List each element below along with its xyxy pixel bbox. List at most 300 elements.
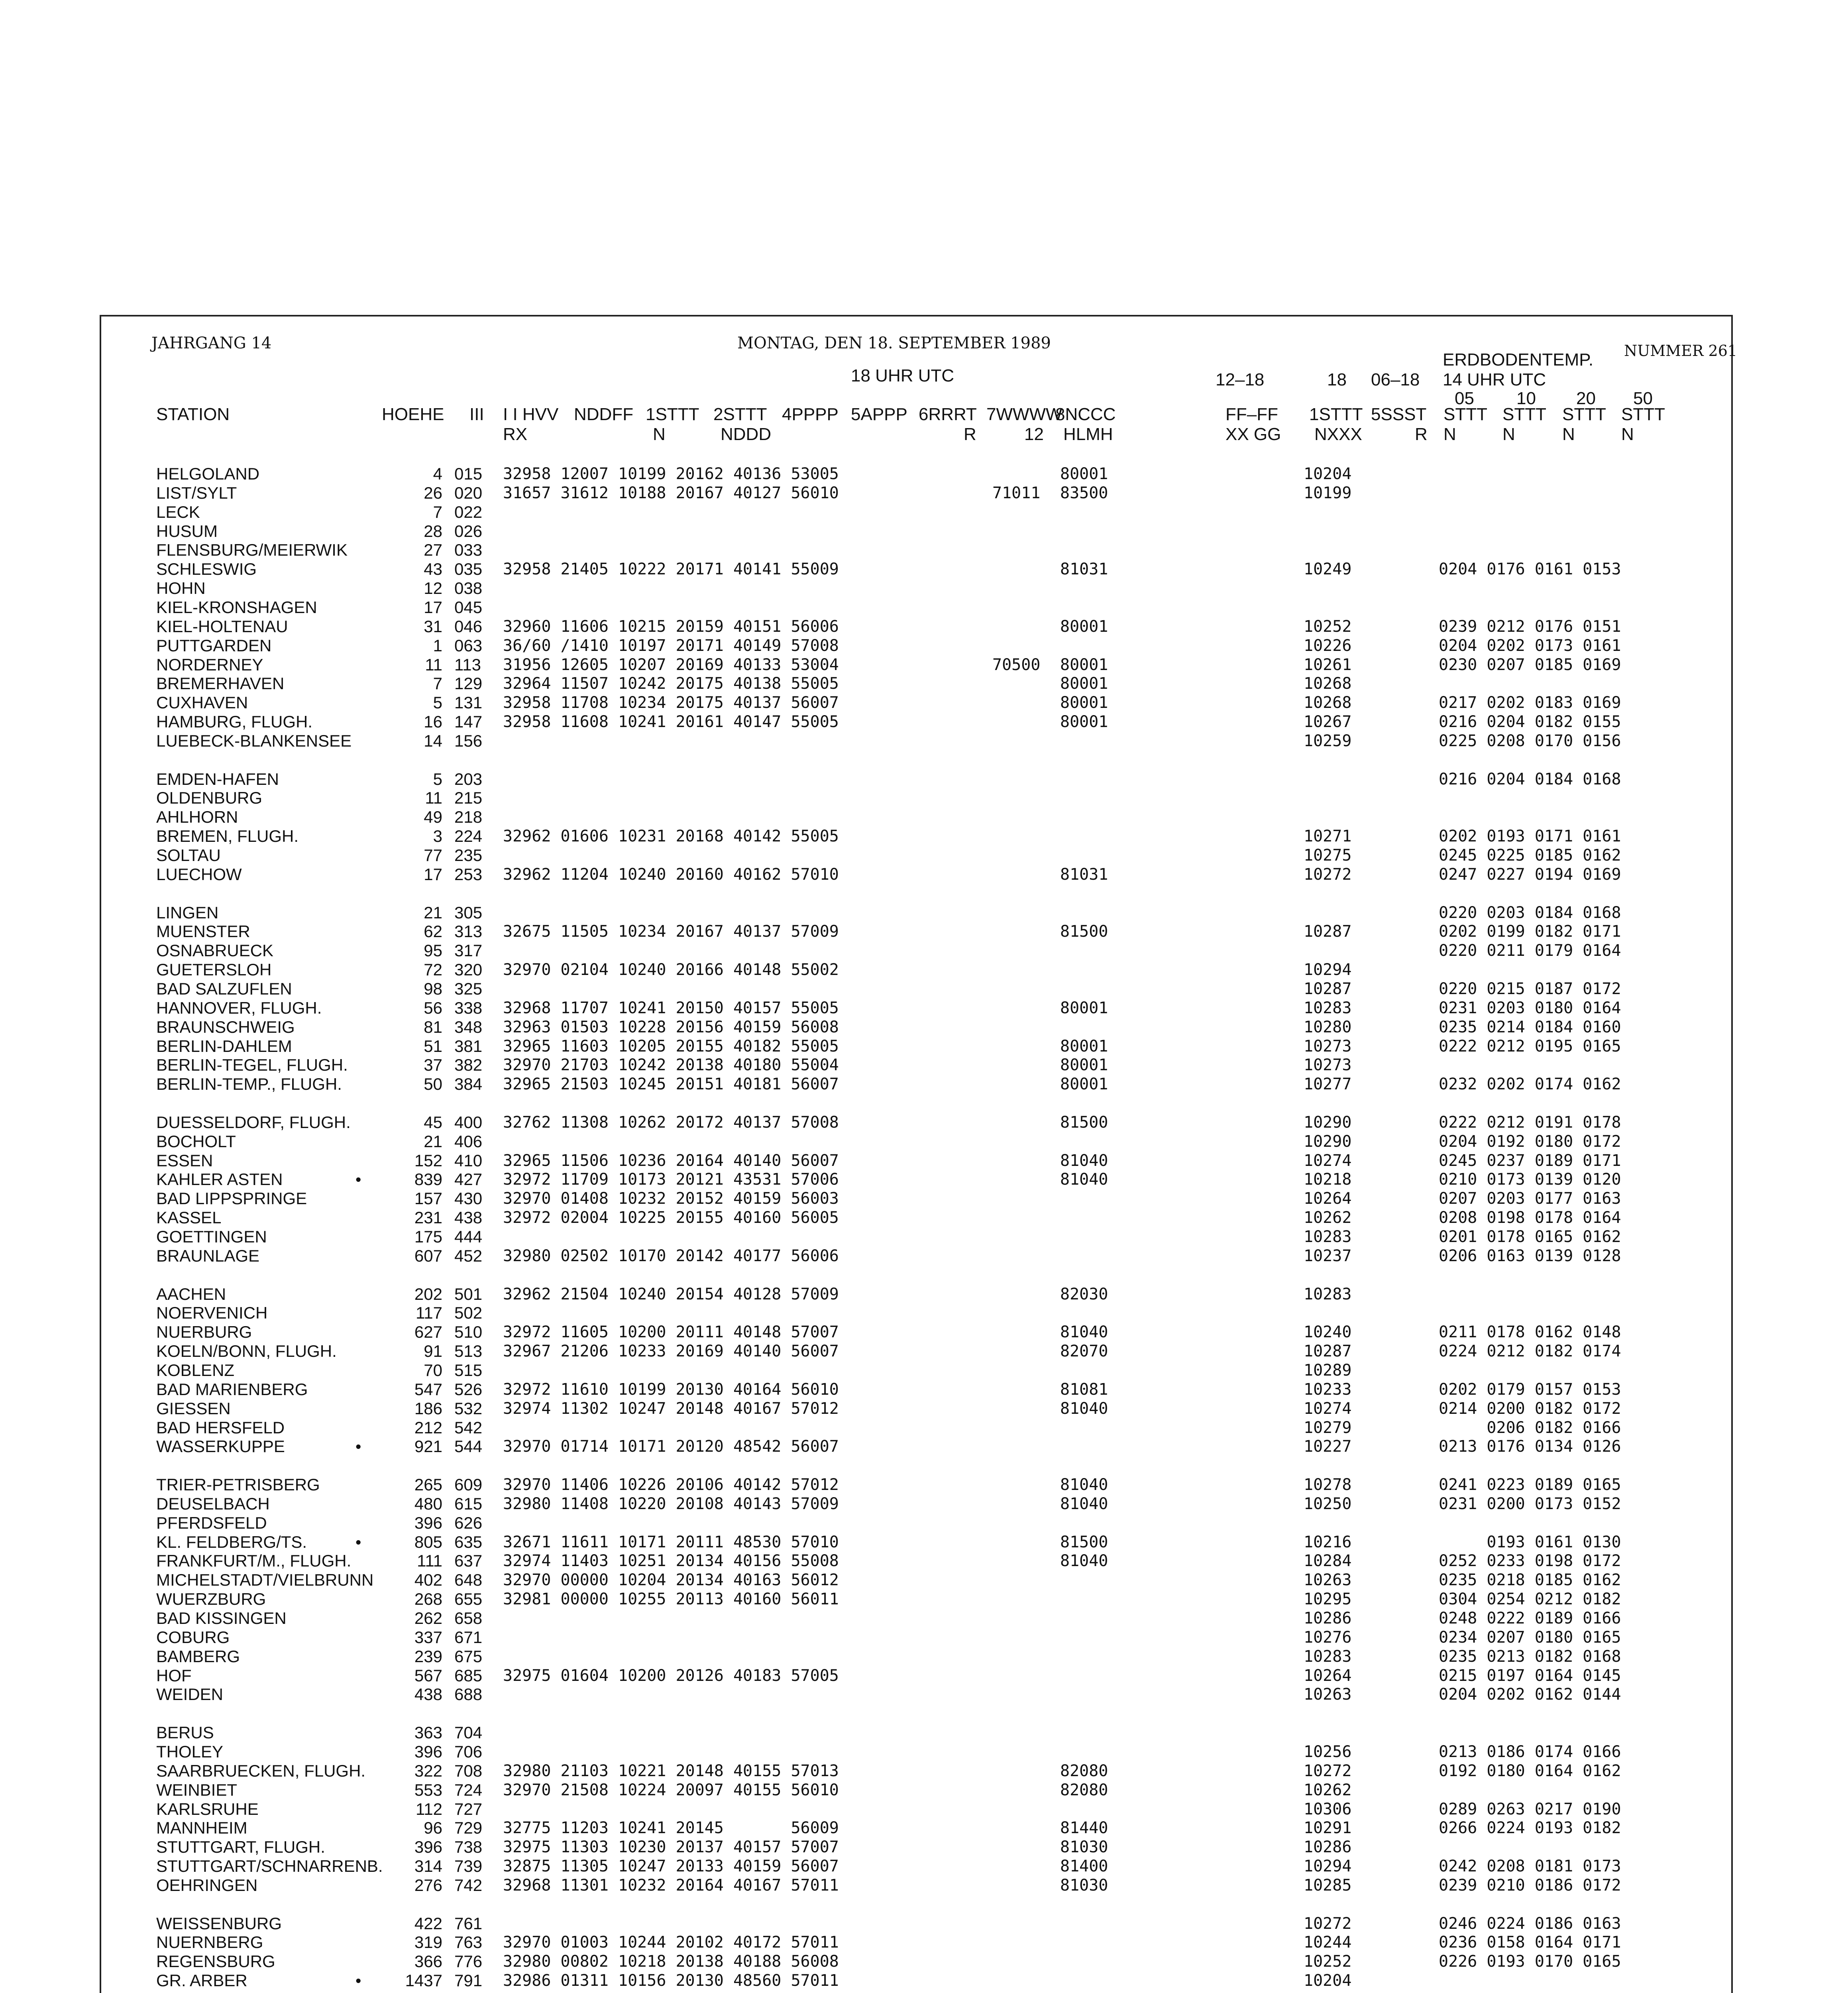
station-name: TRIER-PETRISBERG [156,1475,320,1494]
synop-groups: 32968 11301 10232 20164 40167 57011 [503,1876,839,1895]
station-name: DUESSELDORF, FLUGH. [156,1112,351,1132]
min-temp-group: 10272 [1304,1761,1352,1780]
col-2sttt: 2STTT [713,405,767,424]
table-row [0,903,1848,922]
synop-groups: 32962 21504 10240 20154 40128 57009 [503,1285,839,1303]
min-temp-group: 10294 [1304,961,1352,979]
cloud-group: 80001 [1060,465,1108,483]
station-height: 152 [414,1151,442,1170]
soil-temperatures: 0230 0207 0185 0169 [1439,655,1621,674]
min-temp-group: 10268 [1304,674,1352,693]
synop-groups: 32762 11308 10262 20172 40137 57008 [503,1113,839,1132]
table-row [0,846,1848,865]
table-row [0,1857,1848,1876]
table-row [0,1895,1848,1914]
station-height: 337 [414,1627,442,1647]
station-number: 724 [454,1780,483,1799]
table-row [0,1590,1848,1609]
synop-groups: 32974 11403 10251 20134 40156 55008 [503,1552,839,1570]
table-row [0,617,1848,636]
min-temp-group: 10218 [1304,1170,1352,1189]
table-row [0,1437,1848,1456]
station-height: 480 [414,1494,442,1513]
min-temp-group: 10289 [1304,1361,1352,1380]
col-5ssst: 5SSST [1371,405,1427,424]
synop-groups: 32970 01003 10244 20102 40172 57011 [503,1933,839,1952]
col-iihvv: I I HVV [503,405,559,424]
station-height: 262 [414,1609,442,1627]
soil-temperatures: 0235 0218 0185 0162 [1439,1571,1621,1590]
station-height: 607 [414,1246,442,1265]
station-name: BREMEN, FLUGH. [156,827,299,846]
table-row [0,922,1848,941]
soil-temperatures: 0241 0223 0189 0165 [1439,1476,1621,1494]
synop-groups: 32972 11709 10173 20121 43531 57006 [503,1170,839,1189]
station-height: 921 [414,1437,442,1456]
station-number: 348 [454,1017,483,1036]
synop-groups: 32972 11610 10199 20130 40164 56010 [503,1380,839,1399]
station-number: 671 [454,1627,483,1647]
station-name: LUEBECK-BLANKENSEE [156,731,352,750]
station-height: 91 [424,1342,442,1361]
cloud-group: 81040 [1060,1323,1108,1342]
cloud-group: 81040 [1060,1476,1108,1494]
table-row [0,1456,1848,1475]
station-height: 231 [414,1208,442,1227]
synop-groups: 32970 01408 10232 20152 40159 56003 [503,1189,839,1208]
station-number: 320 [454,960,483,979]
table-row [0,1647,1848,1666]
station-number: 655 [454,1590,483,1609]
station-name: BREMERHAVEN [156,674,285,693]
station-name: HAMBURG, FLUGH. [156,712,313,731]
col-n05: N [1443,425,1456,444]
station-number: 026 [454,521,483,541]
station-height: 98 [424,979,442,998]
station-name: NORDERNEY [156,655,263,674]
station-height: 117 [416,1303,442,1323]
station-name: WASSERKUPPE [156,1437,285,1456]
soil-temperatures: 0216 0204 0182 0155 [1439,713,1621,731]
table-row [0,1170,1848,1189]
station-number: 305 [454,903,483,922]
station-name: DEUSELBACH [156,1494,270,1513]
soil-temperatures: 0231 0200 0173 0152 [1439,1494,1621,1513]
station-number: 708 [454,1761,483,1780]
col-hlmh: HLMH [1063,425,1113,444]
min-temp-group: 10283 [1304,1647,1352,1666]
synop-groups: 32958 12007 10199 20162 40136 53005 [503,465,839,483]
station-number: 609 [454,1475,483,1494]
soil-temperatures: 0213 0176 0134 0126 [1439,1437,1621,1456]
col-ff: FF–FF [1225,405,1278,424]
cloud-group: 80001 [1060,1075,1108,1094]
station-number: 729 [454,1818,483,1838]
table-row [0,1990,1848,1993]
col-8nccc: 8NCCC [1055,405,1116,424]
min-temp-group: 10306 [1304,1800,1352,1818]
station-height: 366 [414,1952,442,1971]
station-name: KL. FELDBERG/TS. [156,1532,307,1551]
min-temp-group: 10262 [1304,1781,1352,1799]
station-number: 218 [454,808,483,827]
station-name: OLDENBURG [156,788,263,808]
min-temp-group: 10259 [1304,731,1352,750]
station-number: 738 [454,1838,483,1857]
station-number: 015 [454,464,483,483]
synop-groups: 32980 21103 10221 20148 40155 57013 [503,1761,839,1780]
cloud-group: 81031 [1060,865,1108,884]
station-name: MANNHEIM [156,1818,247,1838]
soil-temperatures: 0202 0179 0157 0153 [1439,1380,1621,1399]
header-depth-05: 05 [1455,389,1474,408]
station-height: 37 [424,1055,442,1075]
table-row [0,1781,1848,1800]
station-number: 776 [454,1952,483,1971]
synop-groups: 32675 11505 10234 20167 40137 57009 [503,922,839,941]
cloud-group: 81081 [1060,1380,1108,1399]
station-height: 7 [433,502,442,521]
min-temp-group: 10272 [1304,865,1352,884]
table-row [0,1055,1848,1075]
station-height: 51 [424,1036,442,1055]
table-row [0,1494,1848,1513]
col-n10: N [1502,425,1515,444]
cloud-group: 81440 [1060,1819,1108,1838]
cloud-group: 81040 [1060,1399,1108,1418]
cloud-group: 82080 [1060,1781,1108,1799]
min-temp-group: 10263 [1304,1685,1352,1704]
weather-group: 71011 [992,484,1041,502]
cloud-group: 81040 [1060,1170,1108,1189]
station-height: 17 [424,598,442,617]
min-temp-group: 10261 [1304,655,1352,674]
cloud-group: 80001 [1060,998,1108,1017]
synop-groups: 32981 00000 10255 20113 40160 56011 [503,1590,839,1609]
synop-groups: 32970 11406 10226 20106 40142 57012 [503,1476,839,1494]
station-height: 1 [433,636,442,655]
station-name: EMDEN-HAFEN [156,769,279,788]
station-number: 502 [454,1303,483,1323]
station-name: OEHRINGEN [156,1875,258,1895]
station-height: 319 [414,1933,442,1952]
header-depth-50: 50 [1633,389,1653,408]
soil-temperatures: 0210 0173 0139 0120 [1439,1170,1621,1189]
soil-temperatures: 0222 0212 0191 0178 [1439,1113,1621,1132]
table-row [0,1838,1848,1857]
col-n: N [653,425,666,444]
cloud-group: 81040 [1060,1494,1108,1513]
station-name: MICHELSTADT/VIELBRUNN [156,1570,374,1590]
station-name: BRAUNSCHWEIG [156,1017,295,1036]
table-row [0,1323,1848,1342]
station-number: 648 [454,1570,483,1590]
table-row [0,541,1848,560]
min-temp-group: 10290 [1304,1132,1352,1151]
station-height: 14 [424,731,442,750]
header-12-18: 12–18 [1216,370,1265,389]
soil-temperatures: 0204 0176 0161 0153 [1439,560,1621,579]
station-height: 839 [414,1170,442,1189]
cloud-group: 83500 [1060,484,1108,502]
cloud-group: 81030 [1060,1876,1108,1895]
table-row [0,979,1848,998]
soil-temperatures: 0206 0163 0139 0128 [1439,1246,1621,1265]
soil-temperatures: 0217 0202 0183 0169 [1439,694,1621,712]
table-row [0,998,1848,1018]
station-name: HUSUM [156,521,218,541]
station-height: 72 [424,960,442,979]
station-height: 11 [425,788,442,808]
bergstation-mark: • [355,1971,361,1990]
station-number: 688 [454,1685,483,1704]
min-temp-group: 10264 [1304,1666,1352,1685]
soil-temperatures: 0225 0208 0170 0156 [1439,731,1621,750]
station-number: 113 [454,655,481,674]
station-height: 28 [424,521,442,541]
station-name: LIST/SYLT [156,483,237,502]
station-height: 553 [414,1780,442,1799]
synop-groups: 32963 01503 10228 20156 40159 56008 [503,1018,839,1036]
station-name: STUTTGART, FLUGH. [156,1838,325,1857]
min-temp-group: 10295 [1304,1590,1352,1609]
table-row [0,1513,1848,1533]
table-row [0,1151,1848,1170]
station-name: BERLIN-TEMP., FLUGH. [156,1075,342,1094]
station-number: 427 [454,1170,483,1189]
station-name: BOCHOLT [156,1132,236,1151]
cloud-group: 81500 [1060,1113,1108,1132]
col-xxgg: XX GG [1225,425,1281,444]
bergstation-mark: • [355,1170,361,1189]
soil-temperatures: 0234 0207 0180 0165 [1439,1628,1621,1647]
station-height: 186 [414,1399,442,1418]
table-row [0,1342,1848,1361]
soil-temperatures: 0207 0203 0177 0163 [1439,1189,1621,1208]
station-height: 45 [424,1112,442,1132]
station-height: 95 [424,941,442,960]
soil-temperatures: 0215 0197 0164 0145 [1439,1666,1621,1685]
station-height: 27 [424,541,442,560]
col-7wwww: 7WWWW [986,405,1062,424]
station-number: 704 [454,1723,483,1742]
col-4pppp: 4PPPP [782,405,839,424]
station-number: 033 [454,541,483,560]
table-row [0,1628,1848,1647]
cloud-group: 80001 [1060,694,1108,712]
table-row [0,1761,1848,1781]
station-number: 406 [454,1132,483,1151]
synop-groups: 32972 02004 10225 20155 40160 56005 [503,1209,839,1227]
station-name: THOLEY [156,1742,224,1761]
synop-groups: 32967 21206 10233 20169 40140 56007 [503,1342,839,1361]
table-row [0,560,1848,579]
station-name: BAD HERSFELD [156,1418,285,1437]
station-height: 322 [414,1761,442,1780]
station-number: 381 [454,1036,483,1055]
station-name: NOERVENICH [156,1303,268,1323]
table-row [0,865,1848,884]
station-number: 129 [454,674,483,693]
soil-temperatures: 0208 0198 0178 0164 [1439,1209,1621,1227]
station-name: FRANKFURT/M., FLUGH. [156,1551,352,1570]
table-row [0,1704,1848,1723]
station-number: 526 [454,1380,483,1399]
table-row [0,884,1848,903]
station-number: 022 [454,502,483,521]
bergstation-mark: • [355,1533,361,1551]
cloud-group: 81030 [1060,1838,1108,1857]
station-name: GOETTINGEN [156,1227,267,1246]
min-temp-group: 10290 [1304,1113,1352,1132]
station-name: ESSEN [156,1151,213,1170]
station-name: GR. ARBER [156,1971,247,1990]
station-number: 706 [454,1742,483,1761]
min-temp-group: 10199 [1304,484,1352,502]
station-number: 313 [454,922,483,941]
synop-groups: 32980 00802 10218 20138 40188 56008 [503,1952,839,1971]
cloud-group: 80001 [1060,1056,1108,1075]
table-row [0,1800,1848,1819]
table-row [0,1551,1848,1570]
min-temp-group: 10276 [1304,1628,1352,1647]
table-row [0,1742,1848,1761]
header-depth-20: 20 [1576,389,1596,408]
station-height: 363 [414,1723,442,1742]
col-rx: RX [503,425,528,444]
station-name: AACHEN [156,1284,226,1303]
col-station: STATION [156,405,230,424]
soil-temperatures: 0202 0193 0171 0161 [1439,827,1621,846]
station-name: NUERNBERG [156,1933,263,1952]
station-number: 147 [454,712,483,731]
min-temp-group: 10283 [1304,998,1352,1017]
soil-temperatures: 0214 0200 0182 0172 [1439,1399,1621,1418]
table-row [0,827,1848,846]
station-name: MUENSTER [156,922,250,941]
cloud-group: 81040 [1060,1151,1108,1170]
station-number: 532 [454,1399,483,1418]
table-row [0,1666,1848,1685]
station-height: 50 [424,1075,442,1094]
station-height: 268 [414,1590,442,1609]
station-number: 626 [454,1513,483,1532]
station-name: HOF [156,1666,192,1685]
table-row [0,693,1848,712]
station-height: 1437 [405,1971,442,1990]
min-temp-group: 10226 [1304,636,1352,655]
min-temp-group: 10262 [1304,1209,1352,1227]
col-t05: STTT [1443,405,1487,424]
station-name: BAMBERG [156,1647,240,1666]
station-height: 157 [414,1189,442,1208]
soil-temperatures: 0204 0202 0173 0161 [1439,636,1621,655]
cloud-group: 80001 [1060,655,1108,674]
synop-groups: 32972 11605 10200 20111 40148 57007 [503,1323,839,1342]
station-height: 12 [424,579,442,598]
synop-groups: 32968 11707 10241 20150 40157 55005 [503,998,839,1017]
synop-groups: 32965 11603 10205 20155 40182 55005 [503,1037,839,1055]
station-height: 314 [414,1857,442,1876]
synop-groups: 32980 11408 10220 20108 40143 57009 [503,1494,839,1513]
station-height: 402 [414,1570,442,1590]
station-number: 637 [454,1551,483,1570]
synop-groups: 32970 02104 10240 20166 40148 55002 [503,961,839,979]
station-number: 675 [454,1647,483,1666]
header-06-18: 06–18 [1371,370,1420,389]
station-number: 544 [454,1437,483,1456]
station-name: REGENSBURG [156,1952,275,1971]
min-temp-group: 10287 [1304,922,1352,941]
min-temp-group: 10283 [1304,1285,1352,1303]
soil-temperatures: 0192 0180 0164 0162 [1439,1761,1621,1780]
table-row [0,1246,1848,1266]
table-row [0,1208,1848,1227]
soil-temperatures: 0220 0211 0179 0164 [1439,941,1621,960]
soil-temperatures: 0246 0224 0186 0163 [1439,1914,1621,1933]
soil-temperatures: 0224 0212 0182 0174 [1439,1342,1621,1361]
station-name: KASSEL [156,1208,222,1227]
station-name: KOELN/BONN, FLUGH. [156,1342,337,1361]
station-name: WUERZBURG [156,1590,266,1609]
soil-temperatures: 0242 0208 0181 0173 [1439,1857,1621,1876]
station-height: 567 [414,1666,442,1685]
station-name: BERLIN-TEGEL, FLUGH. [156,1055,348,1075]
station-name: KARLSRUHE [156,1799,259,1818]
station-name: KAHLER ASTEN [156,1170,283,1189]
min-temp-group: 10287 [1304,1342,1352,1361]
table-row [0,464,1848,484]
station-number: 513 [454,1342,483,1361]
soil-temperatures: 0252 0233 0198 0172 [1439,1552,1621,1570]
station-name: BAD KISSINGEN [156,1609,287,1627]
station-name: WEISSENBURG [156,1914,282,1933]
station-name: SAARBRUECKEN, FLUGH. [156,1761,366,1780]
soil-temperatures: 0239 0210 0186 0172 [1439,1876,1621,1895]
station-height: 11 [425,655,442,674]
table-row [0,636,1848,655]
station-name: HELGOLAND [156,464,260,483]
table-row [0,484,1848,503]
soil-temperatures: 0232 0202 0174 0162 [1439,1075,1621,1094]
station-height: 49 [424,808,442,827]
cloud-group: 81500 [1060,922,1108,941]
table-row [0,1075,1848,1094]
synop-groups: 32958 21405 10222 20171 40141 55009 [503,560,839,579]
table-row [0,1933,1848,1952]
station-name: GIESSEN [156,1399,231,1418]
station-name: LUECHOW [156,865,242,884]
station-name: FLENSBURG/MEIERWIK [156,541,348,560]
station-name: SOLTAU [156,846,221,865]
table-row [0,788,1848,808]
table-row [0,731,1848,751]
weather-group: 70500 [992,655,1041,674]
synop-groups: 32962 01606 10231 20168 40142 55005 [503,827,839,846]
station-name: KIEL-HOLTENAU [156,617,288,636]
min-temp-group: 10278 [1304,1476,1352,1494]
station-number: 131 [454,693,483,712]
table-row [0,1971,1848,1990]
station-number: 761 [454,1914,483,1933]
table-row [0,1399,1848,1418]
cloud-group: 81400 [1060,1857,1108,1876]
station-number: 235 [454,846,483,865]
min-temp-group: 10277 [1304,1075,1352,1094]
station-number: 542 [454,1418,483,1437]
table-row [0,598,1848,617]
station-name: NUERBURG [156,1323,252,1342]
